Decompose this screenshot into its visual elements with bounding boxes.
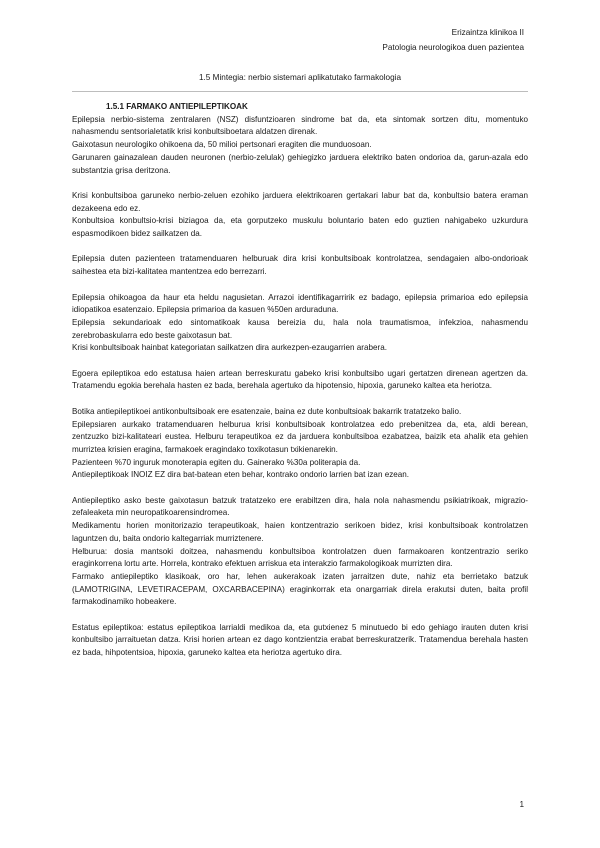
- paragraph-spacer: [72, 393, 528, 406]
- paragraph-block: [72, 495, 528, 609]
- paragraph-spacer: [72, 609, 528, 622]
- paragraph: Helburua: dosia mantsoki doitzea, nahasmendu konbultsiboa kontrolatzen duen farmakoaren kontzentrazio seriko eraginkorrena lortu arte. Horrela, kontrako efektuen arriskua eta interakzio farmakologikoak murrizten dira.: [72, 546, 528, 569]
- paragraph-block: [72, 292, 528, 356]
- paragraph: Medikamentu horien monitorizazio terapeutikoak, haien kontzentrazio serikoen bidez, krisi konbultsiboak kontrolatzen laguntzen du, baita ondorio kaltegarriak murriztenere.: [72, 521, 528, 543]
- paragraph: Estatus epileptikoa: estatus epileptikoa larrialdi medikoa da, eta gutxienez 5 minutuedo bi edo gehiago irauten duten krisi konbultsibo jarraituetan datza. Krisi horien artean ez dago kontzientzia erabat berreskuratzerik. Tratamendua berehala hasten ez bada, hihpotentsioa, hipoxia, garuneko kaltea eta heriotza agertuko dira.: [72, 622, 528, 658]
- paragraph-spacer: [72, 279, 528, 292]
- paragraph: Krisi konbultsiboa garuneko nerbio-zeluen ezohiko jarduera elektrikoaren gertakari labur bat da, konbultsio batera eraman dezakeena edo ez.: [72, 190, 528, 213]
- header-course-subtitle: Patologia neurologikoa duen pazientea: [382, 43, 524, 52]
- header-divider: [72, 91, 528, 92]
- paragraph: Epilepsia ohikoagoa da haur eta heldu nagusietan. Arrazoi identifikagarririk ez badago, epilepsia primarioa edo epilepsia idiopatikoa esatenzaio. Epilepsia primarioa da kasuen %50en arduraduna.: [72, 292, 528, 315]
- paragraph: Konbultsioa konbultsio-krisi biziagoa da, eta gorputzeko muskulu boluntario baten edo guztien nahigabeko uzkurdura espasmodikoen bidez sailkatzen da.: [72, 216, 528, 239]
- paragraph-block: [72, 253, 528, 278]
- seminar-title: 1.5 Mintegia: nerbio sistemari aplikatutako farmakologia: [198, 73, 402, 82]
- paragraph: Egoera epileptikoa edo estatusa haien artean berreskuratu gabeko krisi konbultsibo ugari gertatzen direnean agertzen da. Tratamendu egokia berehala hasten ez bada, berehala agertuko da hipotensio, hipoxia, garuneko kaltea eta heriotza.: [72, 368, 528, 391]
- paragraph-spacer: [72, 177, 528, 190]
- paragraph: Antiepileptikoak INOIZ EZ dira bat-batean eten behar, kontrako ondorio larrien bat izan ezean.: [72, 470, 409, 480]
- paragraph-block: [72, 114, 528, 178]
- paragraph-block: [72, 368, 528, 393]
- paragraph-spacer: [72, 482, 528, 495]
- paragraph: Epilepsia sekundarioak edo sintomatikoak kausa bereizia du, hala nola traumatismoa, infekzioa, nahasmendu zerebrobaskularra edo beste gaixotasun bat.: [72, 317, 528, 340]
- paragraph: Antiepileptiko asko beste gaixotasun batzuk tratatzeko ere erabiltzen dira, hala nola nahasmendu psikiatrikoak, migrazio-zefaleaketa min neuropatikoarensindromea.: [72, 495, 528, 518]
- paragraph-block: [72, 190, 528, 241]
- paragraph: Garunaren gainazalean dauden neuronen (nerbio-zelulak) gehiegizko jarduera elektriko baten ondorioa da, garun-azala edo substantzia grisa deritzona.: [72, 152, 528, 175]
- paragraph-spacer: [72, 355, 528, 368]
- page-number: 1: [519, 800, 524, 809]
- paragraph: Krisi konbultsiboak hainbat kategoriatan sailkatzen dira aurkezpen-ezaugarrien arabera.: [72, 343, 387, 353]
- paragraph: Pazienteen %70 inguruk monoterapia egiten du. Gainerako %30a politerapia da.: [72, 457, 361, 467]
- paragraph: Epilepsiaren aurkako tratamenduaren helburua krisi konbultsiboak kontrolatzea edo prebenitzea da, eta, aldi berean, zentzuzko bizi-kalitateari eustea. Helburu terapeutikoa ez da jarduera konbultsiboa ezabatzea, baizik eta ahalik eta gehien murriztea krisien eragina, farmakoek eragindako toxikotasun txikienarekin.: [72, 419, 528, 454]
- paragraph: Botika antiepileptikoei antikonbultsiboak ere esatenzaie, baina ez dute konbultsioak bakarrik tratatzeko balio.: [72, 406, 462, 416]
- paragraph: Gaixotasun neurologiko ohikoena da, 50 milioi pertsonari eragiten die munduosoan.: [72, 140, 372, 150]
- header-course-title: Erizaintza klinikoa II: [451, 28, 524, 37]
- document-body: [72, 101, 528, 660]
- paragraph-block: [72, 622, 528, 660]
- paragraph: Epilepsia nerbio-sistema zentralaren (NSZ) disfuntzioaren sindrome bat da, eta sintomak sortzen ditu, momentuko nahasmendu sentsorialetatik krisi konbultsiboetara aldatzen direnak.: [72, 114, 528, 137]
- paragraph: Epilepsia duten pazienteen tratamenduaren helburuak dira krisi konbultsiboak kontrolatzea, sendagaien albo-ondorioak saihestea eta bizi-kalitatea mantentzea edo berrezarri.: [72, 254, 528, 277]
- section-heading: 1.5.1 FARMAKO ANTIEPILEPTIKOAK: [106, 102, 248, 111]
- paragraph-spacer: [72, 241, 528, 254]
- paragraph: Farmako antiepileptiko klasikoak, oro har, lehen aukerakoak izaten jarraitzen dute, nahiz eta berrietako batzuk (LAMOTRIGINA, LEVETIRACEPAM, OXCARBACEPINA) eraginkorrak eta onargarriak direla erakutsi duten, baita profil farmakodinamiko hobeakere.: [72, 571, 528, 607]
- paragraph-block: [72, 406, 528, 482]
